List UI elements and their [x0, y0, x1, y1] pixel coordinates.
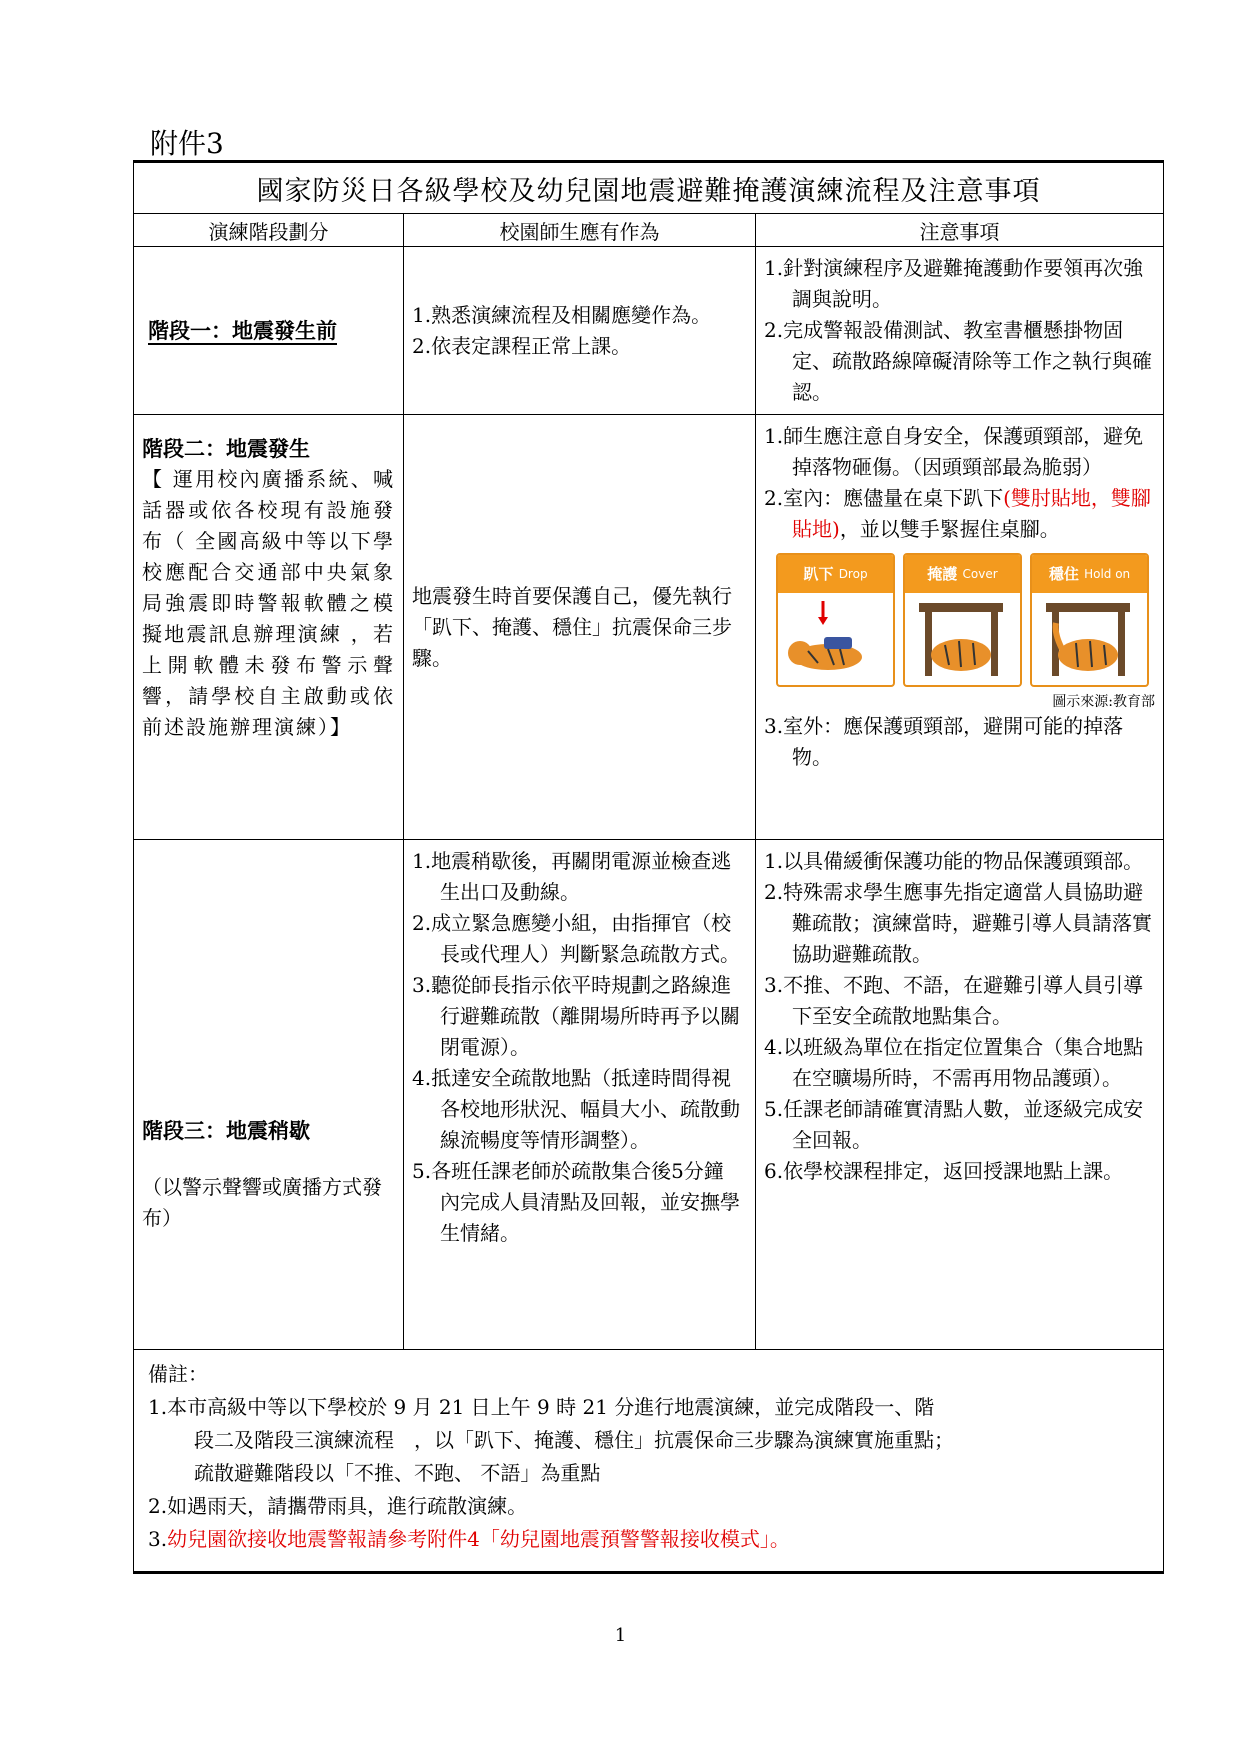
drop-photo — [776, 553, 895, 687]
photo-label-zh: 穩住 — [1048, 564, 1079, 583]
stage3-actions — [404, 840, 756, 1350]
list-item: 1.以具備緩衝保護功能的物品保護頭頸部。 — [764, 849, 1144, 873]
stage3-notes — [756, 840, 1164, 1350]
remark-1a: 1.本市高級中等以下學校於 9 月 21 日上午 9 時 21 分進行地震演練，並完成階段一、階 — [148, 1395, 935, 1419]
cover-photo — [903, 553, 1022, 687]
list-item: 4.抵達安全疏散地點（抵達時間得視各校地形狀況、幅員大小、疏散動線流暢度等情形調整）。 — [412, 1066, 740, 1152]
list-item: 2.完成警報設備測試、教室書櫃懸掛物固定、疏散路線障礙清除等工作之執行與確認。 — [764, 318, 1152, 404]
list-item: 5.任課老師請確實清點人數，並逐級完成安全回報。 — [764, 1097, 1144, 1152]
tiger-drop-icon — [778, 593, 889, 681]
stage1-title: 階段一：地震發生前 — [148, 317, 337, 343]
remark-3-number: 3. — [148, 1527, 168, 1551]
list-item: 1.熟悉演練流程及相關應變作為。 — [412, 302, 712, 327]
list-item: 6.依學校課程排定，返回授課地點上課。 — [764, 1159, 1124, 1183]
stage3-cell — [134, 840, 404, 1350]
header-stage: 演練階段劃分 — [134, 214, 404, 247]
stage2-description: 【 運用校內廣播系統、喊話器或依各校現有設施發布（ 全國高級中等以下學校應配合交通部中央氣象局強震即時警報軟體之模擬地震訊息辦理演練 ，若上開軟體未發布警示聲響，請學校自主啟動或依前述設施辦理演練）】 — [142, 467, 395, 739]
stage3-title: 階段三：地震稍歇 — [142, 1118, 310, 1143]
stage2-notes — [756, 415, 1164, 840]
header-notes: 注意事項 — [756, 214, 1164, 247]
stage2-cell — [134, 415, 404, 840]
list-item: 2.成立緊急應變小組，由指揮官（校長或代理人）判斷緊急疏散方式。 — [412, 911, 740, 966]
remark-2: 2.如遇雨天，請攜帶雨具，進行疏散演練。 — [148, 1494, 528, 1518]
drop-cover-hold-images — [776, 553, 1155, 687]
attachment-label: 附件3 — [150, 127, 224, 160]
list-item: 3.聽從師長指示依平時規劃之路線進 行避難疏散（離開場所時再予以關閉電源）。 — [412, 973, 752, 1059]
photo-label-en: Hold on — [1084, 566, 1131, 581]
header-actions: 校園師生應有作為 — [404, 214, 756, 247]
list-item: 2.依表定課程正常上課。 — [412, 333, 632, 358]
stage3-subtitle: （以警示聲響或廣播方式發布） — [142, 1175, 382, 1230]
page-number: 1 — [614, 1625, 627, 1646]
table-title: 國家防災日各級學校及幼兒園地震避難掩護演練流程及注意事項 — [134, 162, 1164, 214]
remarks-cell — [134, 1350, 1164, 1573]
list-item: 4.以班級為單位在指定位置集合（集合地點在空曠場所時，不需再用物品護頭）。 — [764, 1035, 1144, 1090]
note2-prefix: 2.室內：應儘量在桌下趴下 — [764, 486, 1004, 510]
remark-1c: 疏散避難階段以「不推、不跑、 不語」為重點 — [194, 1461, 601, 1485]
photo-label-zh: 趴下 — [803, 564, 834, 583]
remarks-label: 備註： — [148, 1362, 208, 1386]
list-item: 3.不推、不跑、不語，在避難引導人員引導下至安全疏散地點集合。 — [764, 973, 1144, 1028]
photo-label-en: Cover — [962, 566, 998, 581]
list-item: 2.特殊需求學生應事先指定適當人員協助避難疏散；演練當時，避難引導人員請落實協助避難疏散。 — [764, 880, 1152, 966]
photo-label-en: Drop — [838, 566, 868, 581]
drill-table — [133, 160, 1164, 1574]
photo-label-zh: 掩護 — [927, 564, 958, 583]
list-item: 1.地震稍歇後，再關閉電源並檢查逃生出口及動線。 — [412, 849, 732, 904]
list-item: 3.室外：應保護頭頸部，避開可能的掉落物。 — [764, 714, 1124, 769]
remark-3 — [148, 1523, 1149, 1556]
photo-source: 圖示來源:教育部 — [1052, 694, 1156, 710]
list-item: 1.師生應注意自身安全，保護頭頸部，避免掉落物砸傷。（因頭頸部最為脆弱） — [764, 424, 1144, 479]
remark-3-text: 幼兒園欲接收地震警報請參考附件4「幼兒園地震預警警報接收模式」。 — [167, 1527, 790, 1551]
stage1-cell — [134, 247, 404, 415]
stage1-notes — [756, 247, 1164, 415]
tiger-cover-icon — [905, 593, 1016, 681]
list-item: 5.各班任課老師於疏散集合後5分鐘 內完成人員清點及回報，並安撫學生情緒。 — [412, 1159, 740, 1245]
hold-on-photo — [1030, 553, 1149, 687]
stage2-actions: 地震發生時首要保護自己，優先執行「趴下、掩護、穩住」抗震保命三步驟。 — [404, 415, 756, 840]
remark-1b: 段二及階段三演練流程 ，以「趴下、掩護、穩住」抗震保命三步驟為演練實施重點； — [194, 1428, 954, 1452]
note2-red: (雙肘貼地，雙腳貼地) — [792, 486, 1151, 541]
list-item: 1.針對演練程序及避難掩護動作要領再次強調與說明。 — [764, 256, 1144, 311]
stage1-actions — [404, 247, 756, 415]
tiger-hold-icon — [1032, 593, 1143, 681]
list-item — [764, 483, 1155, 545]
note2-suffix: ，並以雙手緊握住桌腳。 — [839, 517, 1060, 541]
stage2-title: 階段二：地震發生 — [142, 436, 310, 461]
